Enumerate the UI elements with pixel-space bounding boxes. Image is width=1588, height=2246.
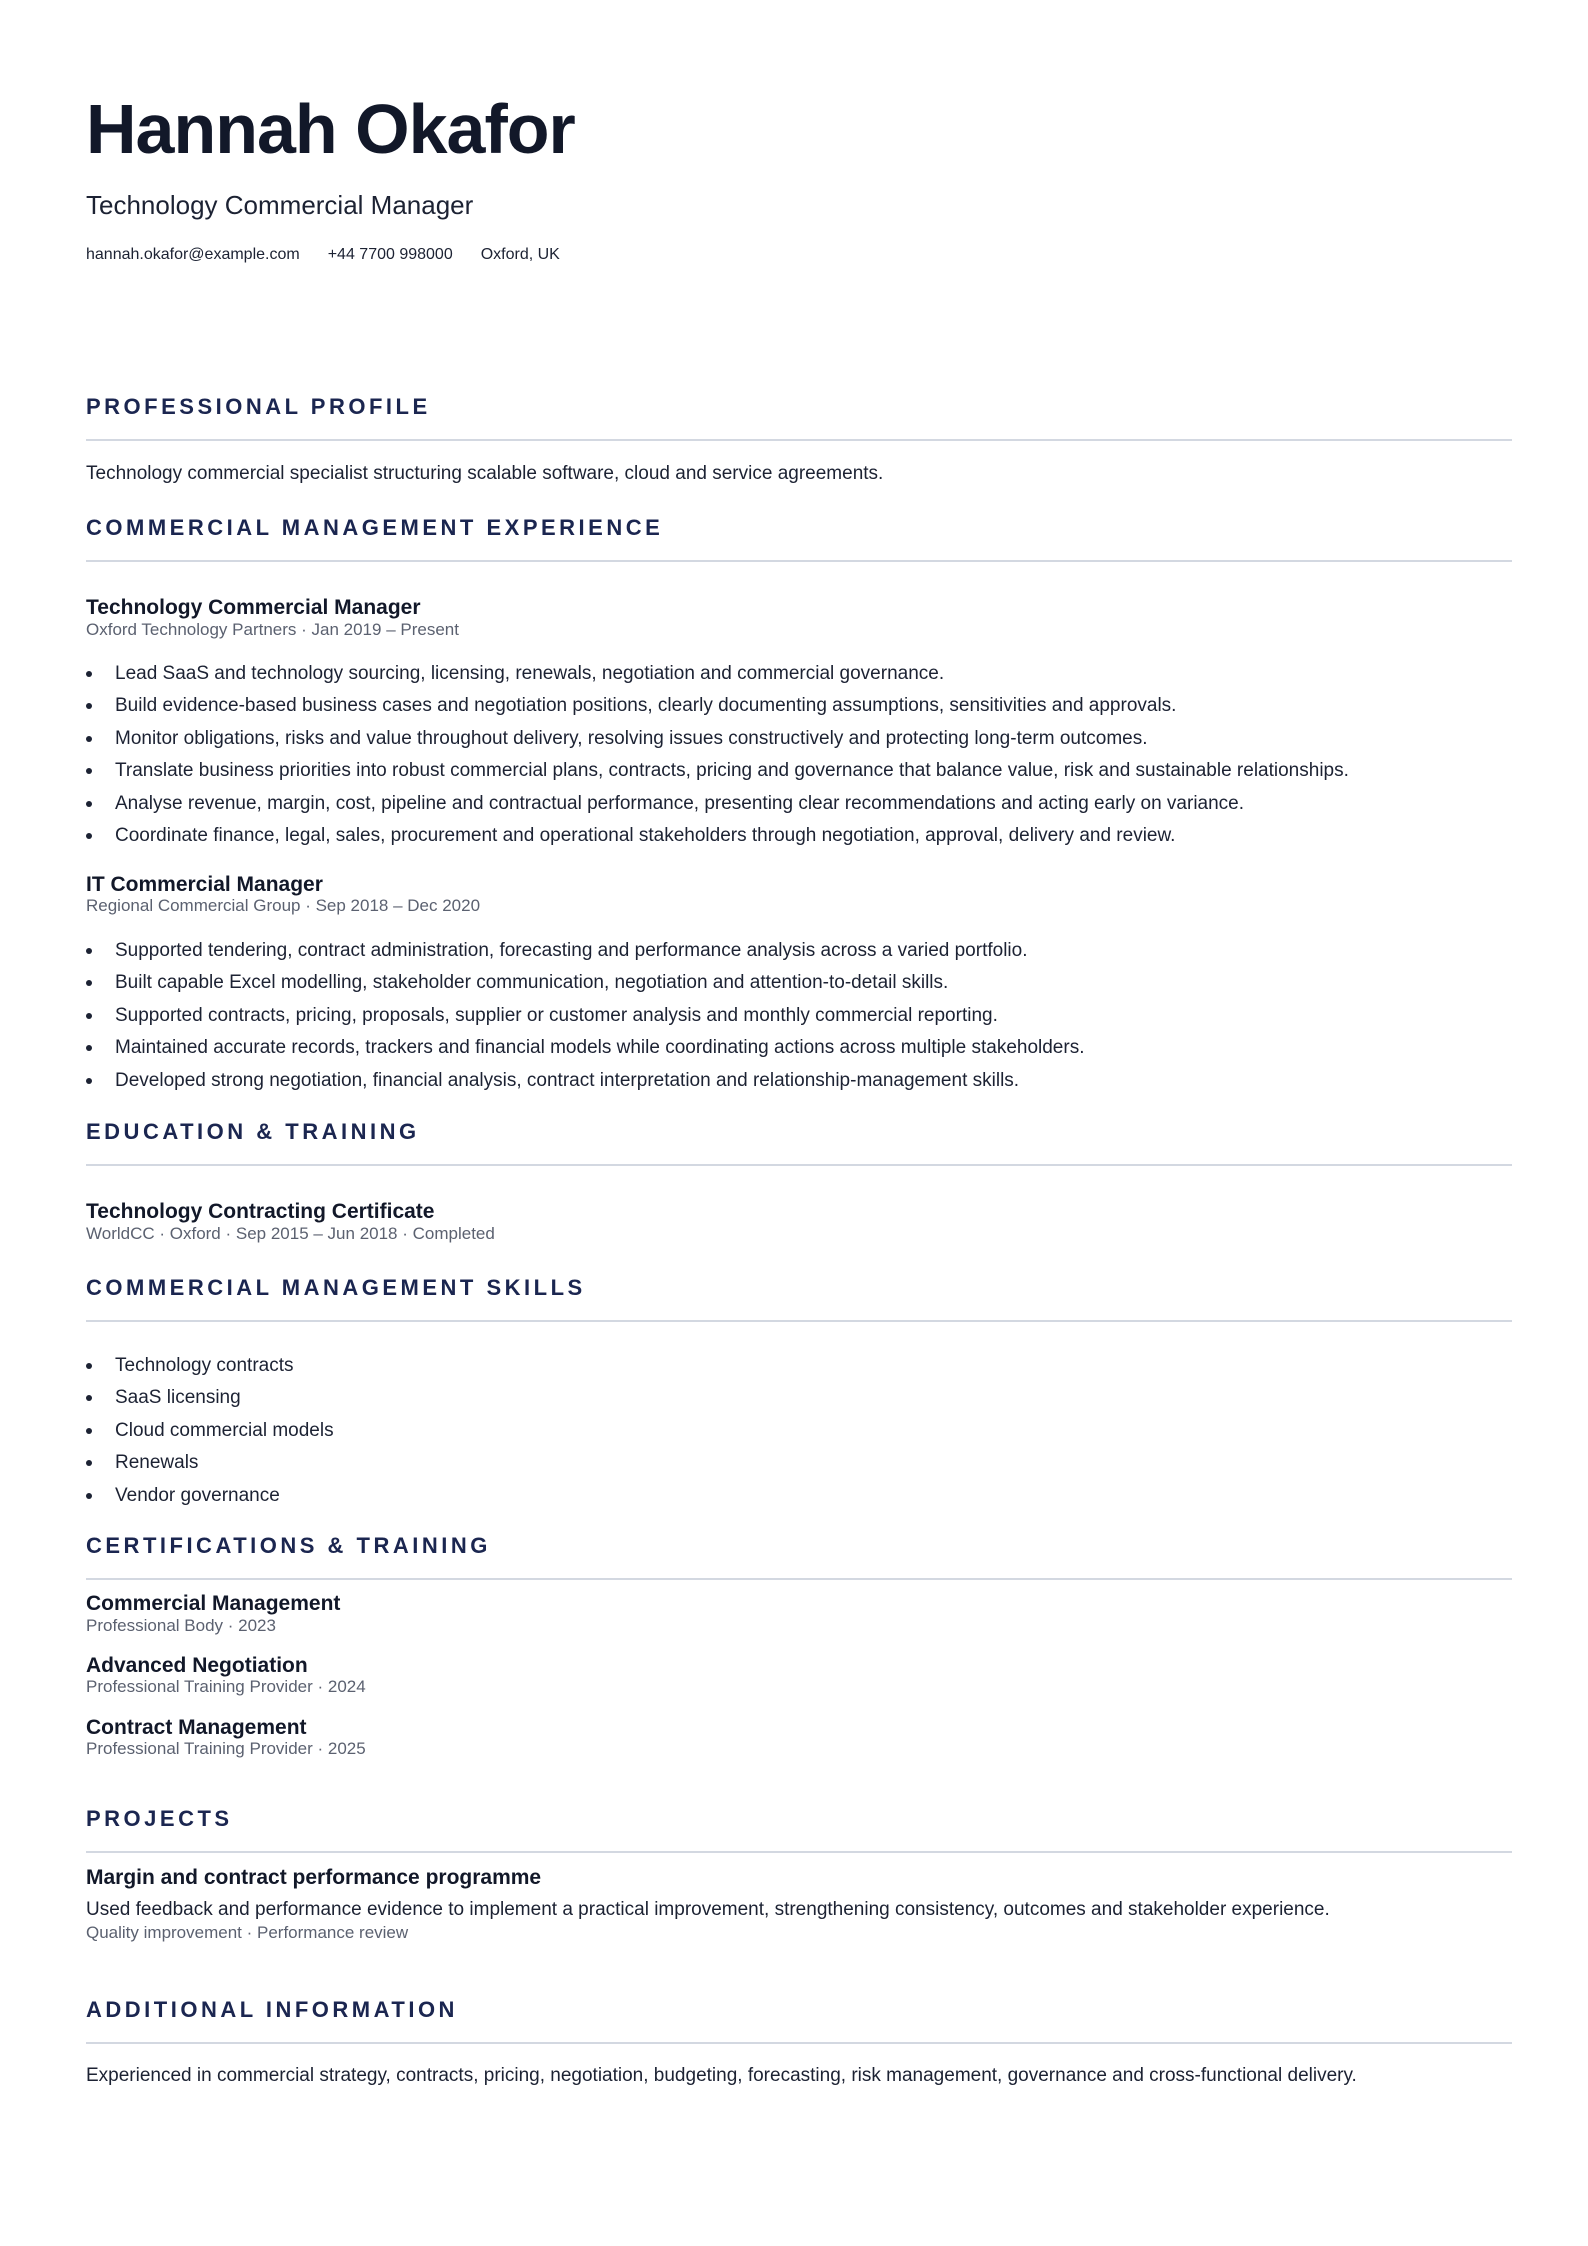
list-item: Monitor obligations, risks and value throughout delivery, resolving issues constructively and protecting long-term outcomes. [115,723,1515,755]
section-heading: COMMERCIAL MANAGEMENT SKILLS [86,1275,586,1300]
job-bullets [86,658,1515,852]
certification-title: Commercial Management [86,1592,341,1615]
section-divider [86,439,1512,441]
section-heading: COMMERCIAL MANAGEMENT EXPERIENCE [86,515,664,540]
section-heading: PROJECTS [86,1806,233,1831]
list-item: Lead SaaS and technology sourcing, licensing, renewals, negotiation and commercial governance. [115,658,1515,690]
list-item: Supported tendering, contract administration, forecasting and performance analysis across a varied portfolio. [115,935,1515,967]
section-heading: PROFESSIONAL PROFILE [86,394,431,419]
list-item: Cloud commercial models [115,1415,1515,1447]
candidate-name: Hannah Okafor [86,90,575,168]
list-item: Built capable Excel modelling, stakeholder communication, negotiation and attention-to-detail skills. [115,967,1515,999]
section-additional [86,1999,1512,2021]
section-education [86,1121,1512,1143]
certification-title: Contract Management [86,1716,307,1739]
contact-email: hannah.okafor@example.com [86,246,300,263]
list-item: Technology contracts [115,1350,1515,1382]
certification-title: Advanced Negotiation [86,1654,308,1677]
contact-location: Oxford, UK [480,246,560,263]
section-heading: CERTIFICATIONS & TRAINING [86,1533,491,1558]
section-heading: EDUCATION & TRAINING [86,1119,420,1144]
section-certifications [86,1535,1512,1557]
certification-meta: Professional Training Provider · 2024 [86,1677,366,1696]
job-meta: Oxford Technology Partners · Jan 2019 – Present [86,620,459,639]
list-item: Supported contracts, pricing, proposals, supplier or customer analysis and monthly commercial reporting. [115,1000,1515,1032]
contact-line [86,246,560,264]
list-item: Build evidence-based business cases and negotiation positions, clearly documenting assumptions, sensitivities and approvals. [115,690,1515,722]
section-divider [86,2042,1512,2044]
section-divider [86,1164,1512,1166]
list-item: Analyse revenue, margin, cost, pipeline and contractual performance, presenting clear recommendations and acting early on variance. [115,788,1515,820]
list-item: Coordinate finance, legal, sales, procurement and operational stakeholders through negotiation, approval, delivery and review. [115,820,1515,852]
section-skills [86,1277,1512,1299]
section-divider [86,1851,1512,1853]
skills-list [86,1350,1515,1512]
section-divider [86,1320,1512,1322]
education-meta: WorldCC · Oxford · Sep 2015 – Jun 2018 · Completed [86,1224,495,1243]
list-item: Translate business priorities into robust commercial plans, contracts, pricing and governance that balance value, risk and sustainable relationships. [115,755,1515,787]
section-divider [86,1578,1512,1580]
section-heading: ADDITIONAL INFORMATION [86,1997,458,2022]
job-title: IT Commercial Manager [86,873,323,896]
list-item: Developed strong negotiation, financial analysis, contract interpretation and relationship-management skills. [115,1065,1515,1097]
candidate-title: Technology Commercial Manager [86,190,474,220]
list-item: Renewals [115,1447,1515,1479]
section-divider [86,560,1512,562]
project-tags: Quality improvement · Performance review [86,1923,409,1942]
section-profile [86,396,1512,418]
profile-summary: Technology commercial specialist structuring scalable software, cloud and service agreements. [86,463,884,484]
education-title: Technology Contracting Certificate [86,1200,435,1223]
list-item: Vendor governance [115,1480,1515,1512]
additional-text: Experienced in commercial strategy, contracts, pricing, negotiation, budgeting, forecasting, risk management, governance and cross-functional delivery. [86,2065,1357,2086]
section-experience [86,517,1512,539]
job-meta: Regional Commercial Group · Sep 2018 – Dec 2020 [86,896,481,915]
job-title: Technology Commercial Manager [86,596,421,619]
project-title: Margin and contract performance programme [86,1866,542,1889]
list-item: SaaS licensing [115,1382,1515,1414]
job-bullets [86,935,1515,1097]
certification-meta: Professional Training Provider · 2025 [86,1739,366,1758]
certification-meta: Professional Body · 2023 [86,1616,276,1635]
list-item: Maintained accurate records, trackers and financial models while coordinating actions across multiple stakeholders. [115,1032,1515,1064]
contact-phone: +44 7700 998000 [327,246,453,263]
project-description: Used feedback and performance evidence to implement a practical improvement, strengthening consistency, outcomes and stakeholder experience. [86,1899,1330,1920]
section-projects [86,1808,1512,1830]
